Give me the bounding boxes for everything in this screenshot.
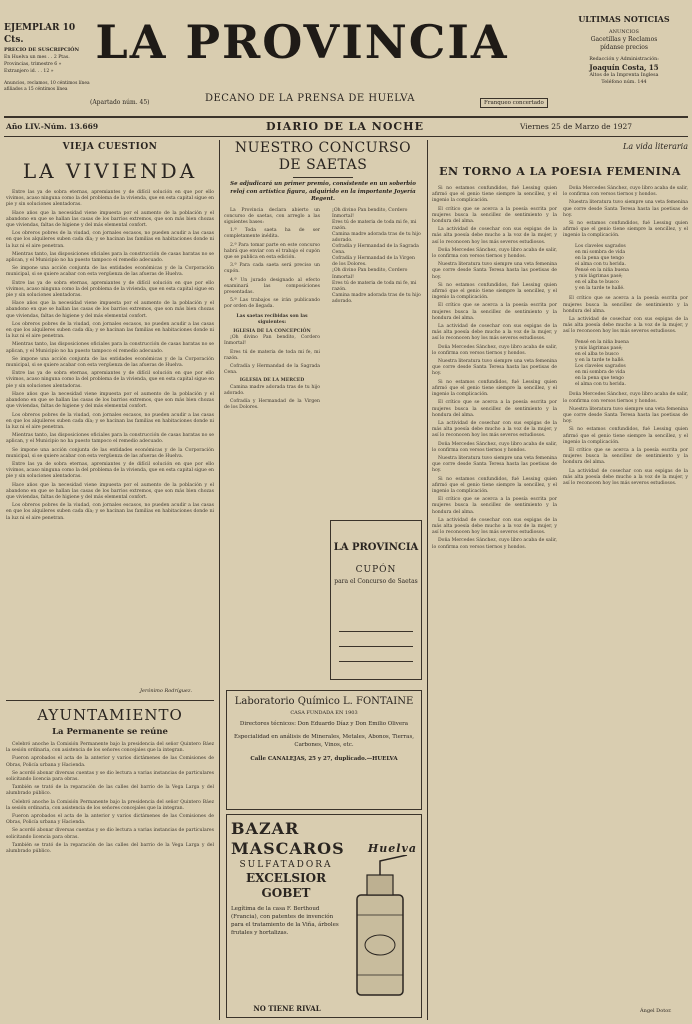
issue-date: Viernes 25 de Marzo de 1927	[520, 122, 633, 131]
paragraph: Nuestra literatura tuvo siempre una veta femenina que corre desde Santa Teresa hasta las poetisas de hoy.	[432, 359, 557, 377]
paragraph: Hace años que la necesidad viene impuesta por el aumento de la población y el abandono en que se hallan las casas de los barrios extremos, que son más bien chozas que viviendas, faltas de higiene y del más elemental confort.	[6, 301, 214, 319]
ear-admin: Redacción y Administración:	[589, 57, 659, 62]
saeta-line: Camina madre adorada tras de tu hijo adorado.	[332, 231, 421, 243]
paragraph: Entre las ya de sobra eternas, apremiantes y de difícil solución en que por ello vivimos, acaso ninguna como la del problema de la vivienda, que en esta capital sigue en pie y sin soluciones alentadoras.	[6, 280, 214, 299]
ear-line: En Huelva un mes . . 2 Ptas.	[4, 55, 70, 60]
lab-directors: Directores técnicos: Don Eduardo Díaz y Don Emilio Olivera	[239, 721, 409, 727]
poem-line: Los claveles sagrados	[575, 243, 626, 249]
ayuntamiento-section	[6, 700, 214, 1020]
saeta-line: ¡Oh divino Pan bendito, Cordero Inmortal!	[332, 268, 408, 280]
poesia-col-b-text	[563, 392, 688, 487]
headline-vivienda: LA VIVIENDA	[22, 159, 198, 183]
saeta: Eres tú de materia de toda mi fe, mi razón.	[224, 349, 320, 361]
poesia-col-a	[432, 186, 557, 553]
poem-line: y en la tarde te hallé.	[575, 286, 625, 292]
bazar-title	[231, 819, 417, 859]
masthead-subtitle: DECANO DE LA PRENSA DE HUELVA	[204, 93, 416, 104]
paragraph: El crítico que se acerca a la poesía escrita por mujeres busca la sencillez de sentimiento y la hondura del alma.	[563, 296, 688, 314]
paragraph: Los obreros pobres de la viudad, con jornales escasos, no pueden acudir a las casas en que los alquileres suben cada día; y se hacinan las familias en habitaciones donde ni la luz ni el aire penetran.	[6, 503, 214, 521]
paragraph: Si no estamos confundidos, fué Lessing quien afirmó que el genio tiene siempre la sencillez, y el ingenio la complicación.	[432, 379, 557, 398]
paragraph: 5.ª Las trabajos se irán publicando por orden de llegada.	[224, 298, 320, 310]
bazar-name: BAZAR MASCAROS	[231, 819, 345, 858]
right-ear	[560, 14, 688, 86]
paragraph: Mientras tanto, las disposiciones oficiales para la construcción de casas baratas no se aplican, y el Municipio no ha puesto tampoco el remedio adecuado.	[6, 342, 214, 354]
edition-label: DIARIO DE LA NOCHE	[266, 120, 424, 133]
paragraph: Se impone una acción conjunta de las entidades económicas y de la Corporación municipal, si se quiere acabar con esta vergüenza de las afueras de Huelva.	[6, 356, 214, 369]
paragraph: Entre las ya de sobra eternas, apremiantes y de difícil solución en que por ello vivimos, acaso ninguna como la del problema de la vivienda, que en esta capital sigue en pie y sin soluciones alentadoras.	[6, 371, 214, 389]
paragraph: Se acordó abonar diversas cuentas y se dio lectura a varias instancias de particulares solicitando licencia para obras.	[6, 828, 214, 840]
bazar-footer: NO TIENE RIVAL	[253, 1004, 321, 1013]
saetas-deck: Se adjudicará un primer premio, consistente en un soberbio reloj con artística figura, adquirido en la importante Joyería Regent.	[230, 181, 416, 202]
paragraph: Si no estamos confundidos, fué Lessing quien afirmó que el genio tiene siempre la sencillez, y el ingenio la complicación.	[563, 427, 688, 445]
paragraph: Hace años que la necesidad viene impuesta por el aumento de la población y el abandono en que se hallan las casas de los barrios extremos, que son más bien chozas que viviendas, faltas de higiene y del más elemental confort.	[6, 210, 214, 229]
saetas-bases	[224, 208, 320, 414]
issue-number: Año LIV.-Núm. 13.669	[6, 122, 99, 131]
bazar-city: Huelva	[367, 842, 417, 855]
ayto-body	[6, 742, 214, 855]
signature-poesia: Ángel Dotor.	[640, 1008, 672, 1014]
paragraph: El crítico que se acerca a la poesía escrita por mujeres busca la sencillez de sentimiento y la hondura del alma.	[432, 206, 557, 225]
ear-gacetillas: Gacetillas y Reclamos	[590, 36, 658, 43]
lab-founded: CASA FUNDADA EN 1903	[290, 710, 358, 716]
paragraph: Hace años que la necesidad viene impuesta por el aumento de la población y el abandono en que se hallan las casas de los barrios extremos, que son más bien chozas que viviendas, faltas de higiene y del más elemental confort.	[6, 391, 214, 410]
bazar-product: SULFATADORA	[239, 860, 333, 870]
poem-line: en el alba te busco	[575, 351, 619, 357]
saetas-received: Las saetas recibidas son las siguientes:	[236, 313, 308, 325]
coupon-sub: para el Concurso de Saetas	[334, 578, 418, 585]
paragraph: Si no estamos confundidos, fué Lessing quien afirmó que el genio tiene siempre la sencillez, y el ingenio la complicación.	[432, 186, 557, 204]
paragraph: Doña Mercedes Sánchez, cuyo libro acaba de salir, lo confirma con versos tiernos y hondos.	[563, 186, 688, 198]
paragraph: Nuestra literatura tuvo siempre una veta femenina que corre desde Santa Teresa hasta las poetisas de hoy.	[563, 406, 688, 425]
paragraph: Mientras tanto, las disposiciones oficiales para la construcción de casas baratas no se aplican, y el Municipio no ha puesto tampoco el remedio adecuado.	[6, 251, 214, 264]
poem-line: Pensé en la niña buena	[575, 339, 629, 345]
saeta-line: Eres tú de materia de toda mi fe, mi razón.	[332, 280, 417, 292]
lab-text: Especialidad en análisis de Minerales, Metales, Abonos, Tierras, Carbones, Vinos, etc.	[233, 734, 415, 748]
paragraph: El crítico que se acerca a la poesía escrita por mujeres busca la sencillez de sentimiento y la hondura del alma.	[432, 303, 557, 321]
saeta: Cofradía y Hermandad de la Virgen de los Dolores.	[224, 398, 320, 411]
paragraph: 2.ª Para tomar parte en este concurso habrá que enviar con el trabajo el cupón que se publica en esta edición.	[224, 242, 320, 260]
coupon-line	[339, 646, 413, 647]
ear-anuncios: ANUNCIOS	[609, 29, 639, 35]
paragraph: Si no estamos confundidos, fué Lessing quien afirmó que el genio tiene siempre la sencillez, y el ingenio la complicación.	[432, 282, 557, 301]
paragraph: Nuestra literatura tuvo siempre una veta femenina que corre desde Santa Teresa hasta las poetisas de hoy.	[563, 200, 688, 218]
poem-line: y mis lágrimas pasé;	[575, 345, 623, 351]
poesia-body	[432, 186, 688, 553]
paragraph: Se impone una acción conjunta de las entidades económicas y de la Corporación municipal, si se quiere acabar con esta vergüenza de las afueras de Huelva.	[6, 447, 214, 459]
apartado: (Apartado núm. 45)	[90, 99, 150, 106]
saeta: Camina madre adorada tras de tu hijo adorado.	[224, 384, 320, 396]
coupon-box[interactable]	[330, 520, 422, 680]
paragraph: La actividad de cosechar con sus espigas de la más alta poesía debe mucho a la voz de la mujer, y así lo reconocen hoy los más severos estudiosos.	[563, 468, 688, 486]
saeta-line: ¡Oh divino Pan bendito, Cordero Inmortal!	[332, 207, 408, 219]
column-divider	[427, 140, 428, 1020]
saetas-verses	[328, 208, 422, 306]
section-head: AYUNTAMIENTO	[37, 706, 183, 724]
headline-poesia: EN TORNO A LA POESIA FEMENINA	[439, 165, 681, 178]
poem-line: en mi sombra de vida	[575, 370, 626, 376]
paragraph: Los obreros pobres de la viudad, con jornales escasos, no pueden acudir a las casas en que los alquileres suben cada día; y se hacinan las familias en habitaciones donde ni la luz ni el aire penetran.	[6, 412, 214, 430]
saeta: Cofradía y Hermandad de la Sagrada Cena.	[224, 363, 320, 376]
paragraph: Celebró anoche la Comisión Permanente bajo la presidencia del señor Quintero Báez la sesión ordinaria, con asistencia de los señores concejales que la integran.	[6, 742, 214, 754]
bazar-text: Legítima de la casa F. Berthoud (Francia), con patentes de invención para el tratamiento de la Viña, árboles frutales y hortalizas.	[231, 906, 339, 936]
paragraph: La actividad de cosechar con sus espigas de la más alta poesía debe mucho a la voz de la mujer, y así lo reconocen hoy los más severos estudiosos.	[563, 316, 688, 335]
paragraph: Se impone una acción conjunta de las entidades económicas y de la Corporación municipal, si se quiere acabar con esta vergüenza de las afueras de Huelva.	[6, 266, 214, 278]
ear-line: Provincias, trimestre 6 »	[4, 62, 62, 67]
saeta-line: Cofradía y Hermandad de la Virgen de los Dolores.	[332, 256, 415, 268]
poesia-col-b-text	[563, 186, 688, 240]
lab-title: Laboratorio Químico L. FONTAINE	[234, 696, 414, 707]
paragraph: 4.ª Un jurado designado al efecto examinará las composiciones presentadas.	[224, 277, 320, 295]
paragraph: Hace años que la necesidad viene impuesta por el aumento de la población y el abandono en que se hallan las casas de los barrios extremos, que son más bien chozas que viviendas, faltas de higiene y del más elemental confort.	[6, 482, 214, 500]
paragraph: Mientras tanto, las disposiciones oficiales para la construcción de casas baratas no se aplican, y el Municipio no ha puesto tampoco el remedio adecuado.	[6, 433, 214, 445]
kicker: VIEJA CUESTION	[62, 142, 158, 152]
column-divider	[219, 140, 220, 1020]
paragraph: Los obreros pobres de la viudad, con jornales escasos, no pueden acudir a las casas en que los alquileres suben cada día; y se hacinan las familias en habitaciones donde ni la luz ni el aire penetran.	[6, 321, 214, 340]
paragraph: Fueron aprobados el acta de la anterior y varios dictámenes de las Comisiones de Obras, Policía urbana y Hacienda.	[6, 814, 214, 826]
bazar-ad	[226, 814, 422, 1018]
saeta-line: Eres tú de materia de toda mi fe, mi razón.	[332, 219, 417, 231]
laboratorio-ad	[226, 690, 422, 810]
rule-top	[4, 116, 688, 118]
paragraph: La actividad de cosechar con sus espigas de la más alta poesía debe mucho a la voz de la mujer, y así lo reconocen hoy los más severos estudiosos.	[432, 227, 557, 245]
ear-note: Anuncios, reclamos, 10 céntimos línea afiliados a 15 céntimos línea	[4, 81, 90, 92]
headline-saetas: NUESTRO CONCURSO DE SAETAS	[234, 140, 412, 173]
bazar-brand: EXCELSIOR GOBET	[245, 871, 327, 900]
poem-line: y mis lágrimas pasé;	[575, 274, 623, 280]
ear-price: EJEMPLAR 10 Cts.	[4, 23, 76, 45]
ear-line: Extranjero id. . . 12 »	[4, 69, 54, 74]
section-rule	[6, 700, 214, 701]
saeta-line: Camina madre adorada tras de tu hijo adorado.	[332, 292, 421, 304]
ear-printer: Altos de la Imprenta Inglesa	[589, 73, 659, 78]
kicker: La vida literaria	[623, 142, 688, 151]
column-3	[432, 140, 688, 1020]
paragraph: Doña Mercedes Sánchez, cuyo libro acaba de salir, lo confirma con versos tiernos y hondos.	[563, 392, 688, 404]
ear-phone: Teléfono núm. 144	[601, 80, 647, 85]
paragraph: La actividad de cosechar con sus espigas de la más alta poesía debe mucho a la voz de la mujer, y así lo reconocen hoy los más severos estudiosos.	[432, 420, 557, 439]
paragraph: Los obreros pobres de la viudad, con jornales escasos, no pueden acudir a las casas en que los alquileres suben cada día; y se hacinan las familias en habitaciones donde ni la luz ni el aire penetran.	[6, 231, 214, 249]
lab-address: Calle CANALEJAS, 25 y 27, duplicado.—HUELVA	[250, 756, 398, 762]
poem	[563, 244, 688, 293]
poem-line: Pensé en la niña buena	[575, 268, 629, 273]
signature-vivienda: Jerónimo Rodríguez.	[140, 688, 193, 694]
section-sub: La Permanente se reúne	[52, 727, 168, 737]
masthead-title: LA PROVINCIA	[95, 15, 509, 69]
paragraph: Entre las ya de sobra eternas, apremiantes y de difícil solución en que por ello vivimos, acaso ninguna como la del problema de la vivienda, que en esta capital sigue en pie y sin soluciones alentadoras.	[6, 461, 214, 480]
cofradia-name: IGLESIA DE LA CONCEPCIÓN	[233, 328, 311, 334]
cofradia-name: IGLESIA DE LA MERCED	[239, 378, 305, 384]
poem-line: en la pena que tengo	[575, 255, 624, 261]
paragraph: Si no estamos confundidos, fué Lessing quien afirmó que el genio tiene siempre la sencillez, y el ingenio la complicación.	[563, 221, 688, 239]
poem-line: en la pena que tengo	[575, 376, 624, 382]
paragraph: También se trató de la reparación de las calles del barrio de la Vega Larga y del alumbrado público.	[6, 785, 214, 797]
coupon-line	[339, 631, 413, 632]
coupon-line	[339, 661, 413, 662]
poesia-col-b-text	[563, 296, 688, 335]
poem-line: en el alba te busco	[575, 280, 619, 286]
saeta: ¡Oh divino Pan bendito, Cordero Inmortal!	[224, 335, 320, 347]
paragraph: Doña Mercedes Sánchez, cuyo libro acaba de salir, lo confirma con versos tiernos y hondos.	[432, 247, 557, 260]
paragraph: El crítico que se acerca a la poesía escrita por mujeres busca la sencillez de sentimiento y la hondura del alma.	[563, 447, 688, 466]
saeta-line: Cofradía y Hermandad de la Sagrada Cena.	[332, 244, 419, 256]
poem-line: en mi sombra de vida	[575, 249, 626, 255]
sprayer-illustration	[345, 855, 415, 1005]
coupon-label: CUPÓN	[355, 565, 397, 575]
paragraph: Celebró anoche la Comisión Permanente bajo la presidencia del señor Quintero Báez la sesión ordinaria, con asistencia de los señores concejales que la integran.	[6, 799, 214, 811]
paragraph: La Provincia declara abierto un concurso de saetas, con arreglo a las siguientes bases:	[224, 207, 320, 225]
ultimas-noticias: ULTIMAS NOTICIAS	[578, 14, 670, 24]
paragraph: También se trató de la reparación de las calles del barrio de la Vega Larga y del alumbrado público.	[6, 842, 214, 855]
paragraph: Si no estamos confundidos, fué Lessing quien afirmó que el genio tiene siempre la sencillez, y el ingenio la complicación.	[432, 476, 557, 494]
paragraph: Doña Mercedes Sánchez, cuyo libro acaba de salir, lo confirma con versos tiernos y hondos.	[432, 538, 557, 550]
paragraph: Fueron aprobados el acta de la anterior y varios dictámenes de las Comisiones de Obras, Policía urbana y Hacienda.	[6, 756, 214, 768]
paragraph: La actividad de cosechar con sus espigas de la más alta poesía debe mucho a la voz de la mujer, y así lo reconocen hoy los más severos estudiosos.	[432, 517, 557, 536]
paragraph: Doña Mercedes Sánchez, cuyo libro acaba de salir, lo confirma con versos tiernos y hondos.	[432, 344, 557, 356]
franqueo-badge: Franqueo concertado	[480, 98, 548, 108]
headline-rule	[293, 177, 353, 178]
paragraph: 3.ª Para cada saeta será preciso un cupón.	[224, 263, 320, 275]
poem-line: y en la tarde te hallé.	[575, 357, 625, 363]
paragraph: Doña Mercedes Sánchez, cuyo libro acaba de salir, lo confirma con versos tiernos y hondos.	[432, 441, 557, 453]
rule-bottom	[4, 136, 688, 137]
ear-subscription-heading: PRECIO DE SUSCRIPCIÓN	[4, 47, 80, 53]
poem-line: el alma con tu herida.	[575, 261, 626, 267]
paragraph: Se acordó abonar diversas cuentas y se dio lectura a varias instancias de particulares solicitando licencia para obras.	[6, 770, 214, 783]
poem-line: Los claveles sagrados	[575, 363, 626, 369]
poem-line: el alma con tu herida.	[575, 382, 626, 388]
poesia-col-b	[563, 186, 688, 553]
paragraph: Nuestra literatura tuvo siempre una veta femenina que corre desde Santa Teresa hasta las poetisas de hoy.	[432, 455, 557, 474]
poem	[563, 340, 688, 389]
article-body	[6, 190, 214, 522]
paragraph: Entre las ya de sobra eternas, apremiantes y de difícil solución en que por ello vivimos, acaso ninguna como la del problema de la vivienda, que en esta capital sigue en pie y sin soluciones alentadoras.	[6, 190, 214, 208]
paragraph: El crítico que se acerca a la poesía escrita por mujeres busca la sencillez de sentimiento y la hondura del alma.	[432, 497, 557, 515]
paragraph: La actividad de cosechar con sus espigas de la más alta poesía debe mucho a la voz de la mujer, y así lo reconocen hoy los más severos estudiosos.	[432, 324, 557, 342]
paragraph: El crítico que se acerca a la poesía escrita por mujeres busca la sencillez de sentimiento y la hondura del alma.	[432, 400, 557, 418]
paragraph: 1.ª Toda saeta ha de ser completamente inédita.	[224, 228, 320, 240]
ear-precios: pídanse precios	[600, 44, 648, 51]
left-ear	[4, 22, 92, 114]
coupon-title: LA PROVINCIA	[333, 542, 419, 553]
paragraph: Nuestra literatura tuvo siempre una veta femenina que corre desde Santa Teresa hasta las poetisas de hoy.	[432, 262, 557, 280]
ear-address: Joaquín Costa, 15	[589, 63, 659, 72]
